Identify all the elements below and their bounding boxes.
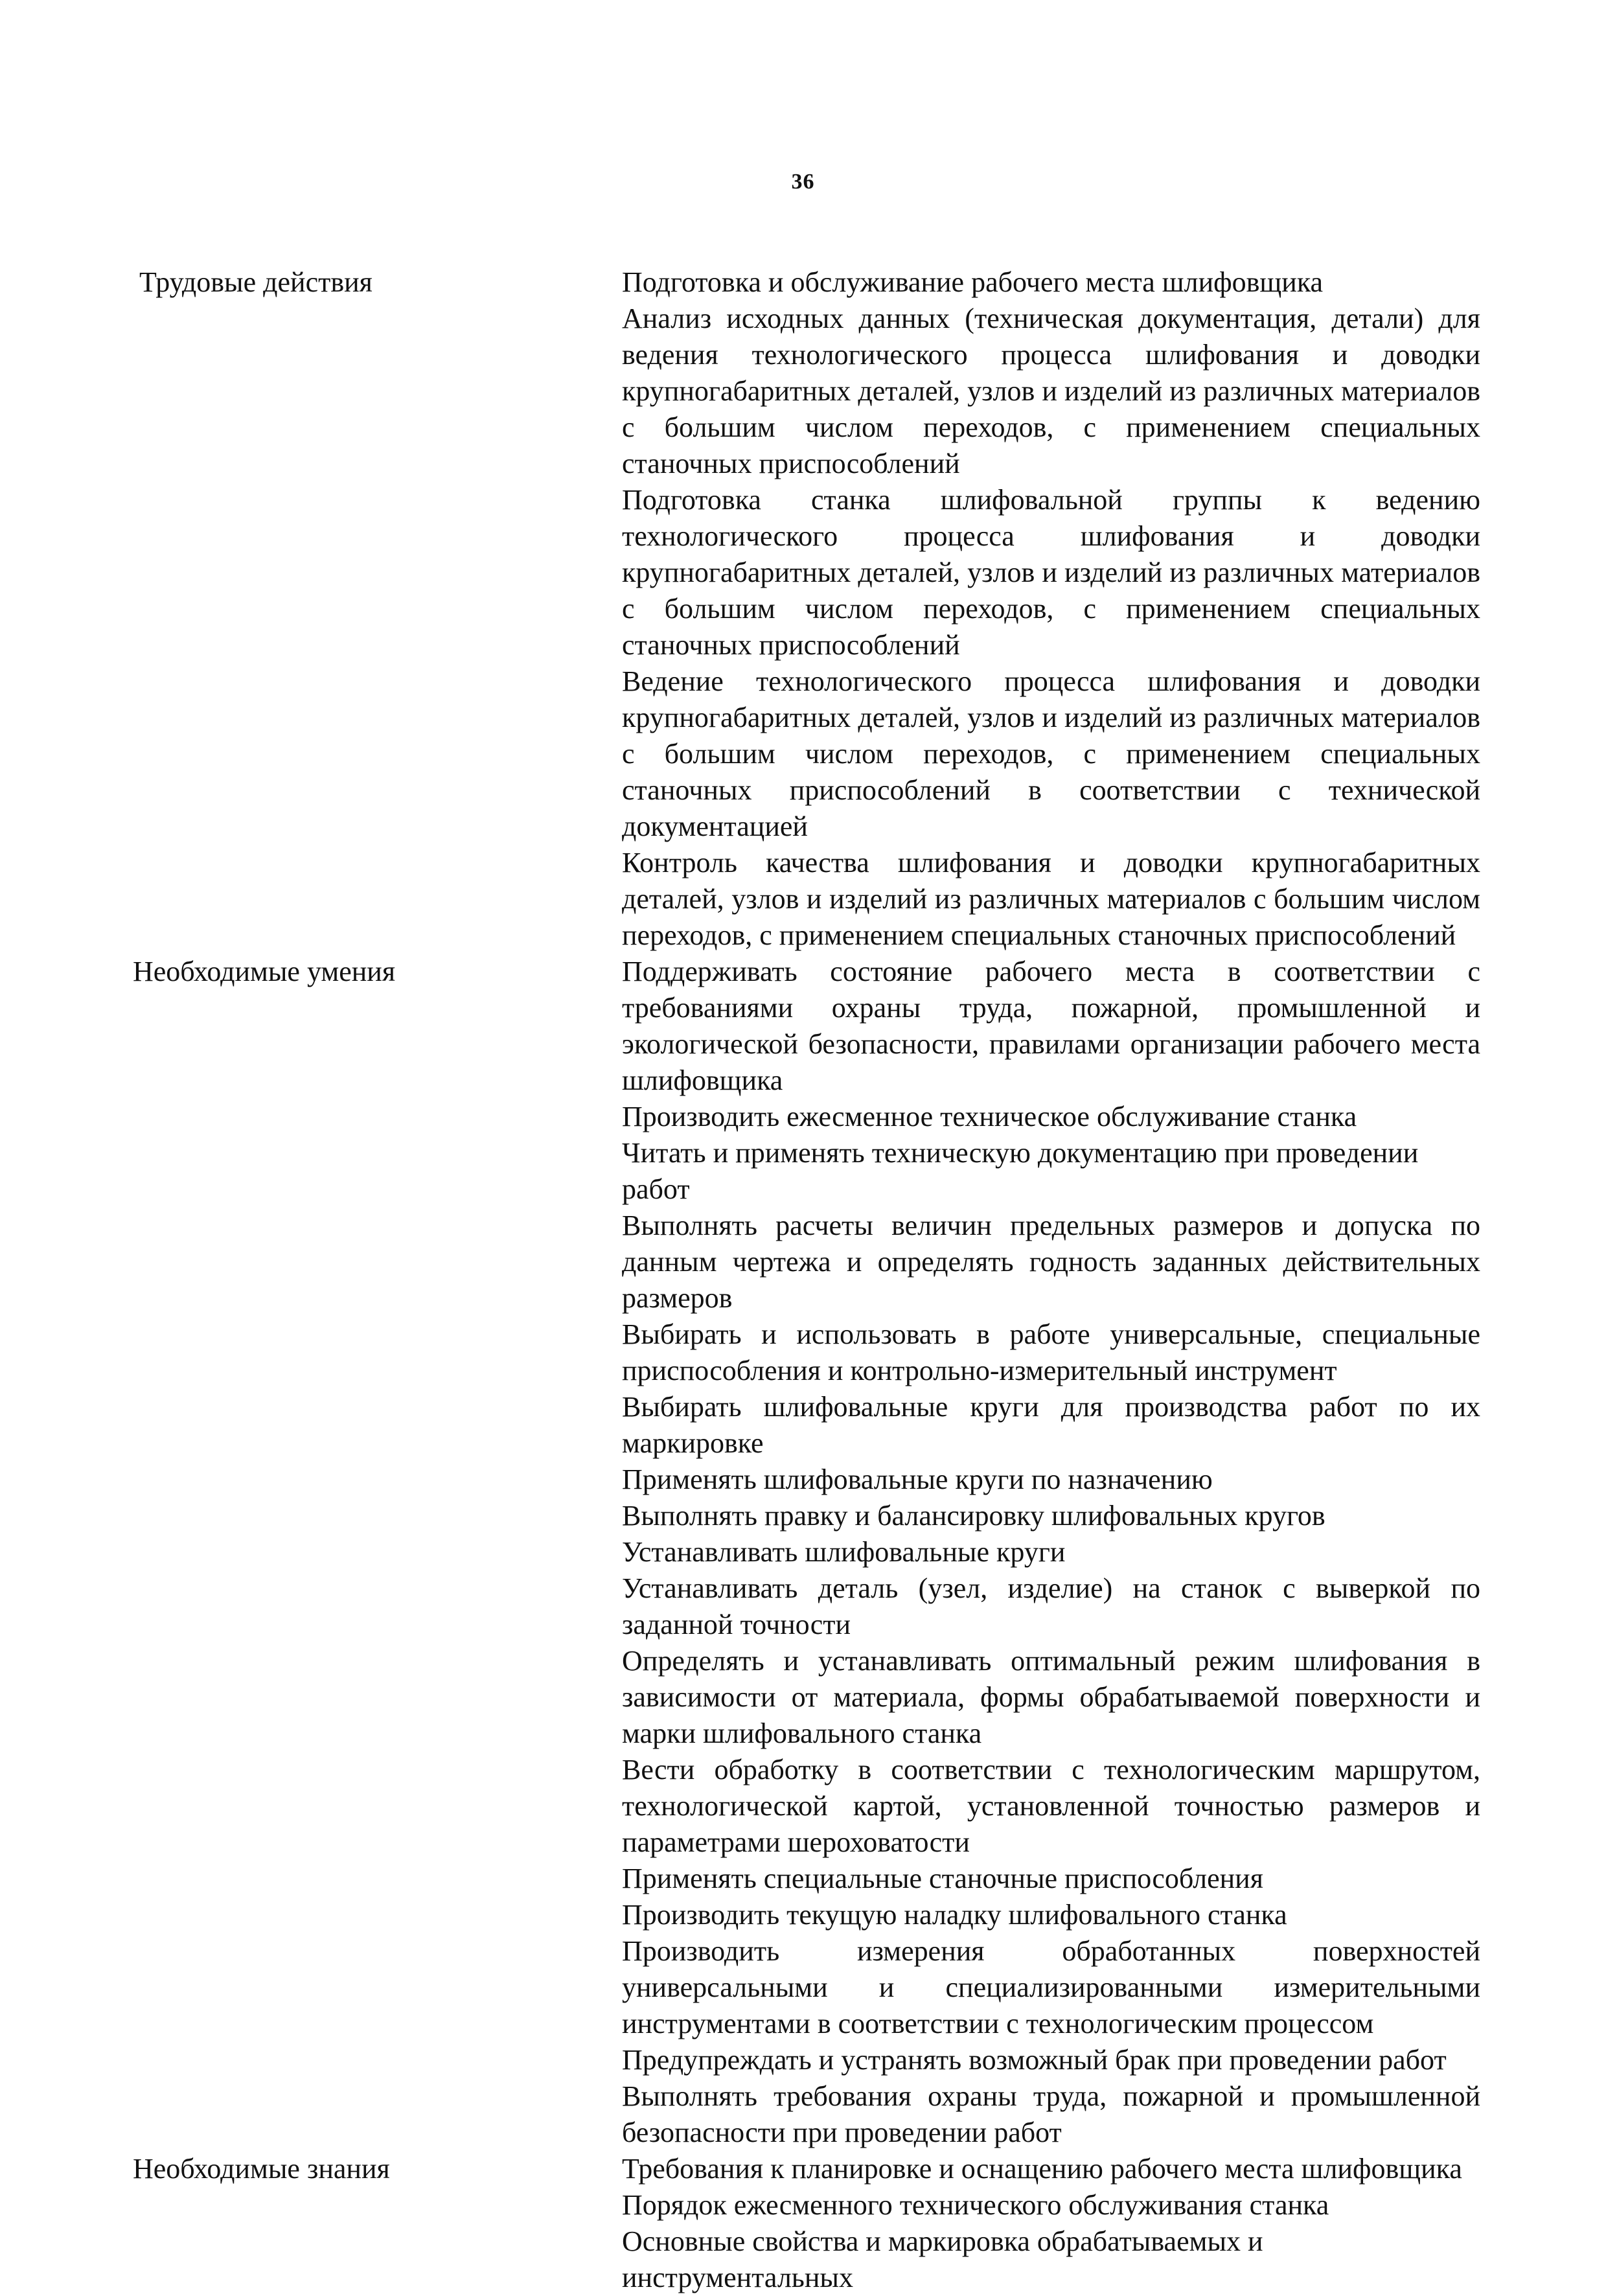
section-label: Необходимые знания [133, 2153, 390, 2185]
list-item: Производить измерения обработанных поверхностей универсальными и специализированными измерительными инструментами в соответствии с технологическим процессом [622, 1935, 1480, 2039]
list-item: Производить текущую наладку шлифовального станка [622, 1899, 1287, 1931]
section-items [622, 2151, 1480, 2296]
list-item: Выполнять требования охраны труда, пожарной и промышленной безопасности при проведении работ [622, 2080, 1480, 2148]
list-item: Порядок ежесменного технического обслуживания станка [622, 2189, 1329, 2221]
list-item: Контроль качества шлифования и доводки крупногабаритных деталей, узлов и изделий из различных материалов с большим числом переходов, с применением специальных станочных приспособлений [622, 847, 1480, 951]
list-item: Основные свойства и маркировка обрабатываемых и инструментальных [622, 2225, 1263, 2293]
list-item: Вести обработку в соответствии с технологическим маршрутом, технологической картой, установленной точностью размеров и параметрами шероховатости [622, 1754, 1480, 1858]
list-item: Выполнять правку и балансировку шлифовальных кругов [622, 1500, 1325, 1532]
list-item: Анализ исходных данных (техническая документация, детали) для ведения технологического процесса шлифования и доводки крупногабаритных деталей, узлов и изделий из различных материалов с большим числом переходов, с применением специальных станочных приспособлений [622, 303, 1480, 479]
section-labor-actions [133, 264, 1480, 954]
list-item: Устанавливать шлифовальные круги [622, 1536, 1066, 1568]
section-required-knowledge [133, 2151, 1480, 2296]
list-item: Применять шлифовальные круги по назначению [622, 1464, 1213, 1495]
list-item: Производить ежесменное техническое обслуживание станка [622, 1101, 1357, 1132]
page-number: 36 [791, 170, 815, 194]
list-item: Применять специальные станочные приспособления [622, 1863, 1263, 1894]
list-item: Ведение технологического процесса шлифования и доводки крупногабаритных деталей, узлов и изделий из различных материалов с большим числом переходов, с применением специальных станочных приспособлений в соответствии с технической документацией [622, 665, 1480, 842]
list-item: Подготовка и обслуживание рабочего места шлифовщика [622, 266, 1324, 298]
list-item: Читать и применять техническую документацию при проведении работ [622, 1137, 1419, 1205]
section-label: Трудовые действия [139, 266, 373, 298]
list-item: Поддерживать состояние рабочего места в соответствии с требованиями охраны труда, пожарной, промышленной и экологической безопасности, правилами организации рабочего места шлифовщика [622, 956, 1480, 1096]
section-label: Необходимые умения [133, 956, 396, 987]
section-required-skills [133, 954, 1480, 2151]
section-items [622, 954, 1480, 2151]
list-item: Выбирать и использовать в работе универсальные, специальные приспособления и контрольно-измерительный инструмент [622, 1318, 1480, 1386]
section-items [622, 264, 1480, 954]
list-item: Устанавливать деталь (узел, изделие) на станок с выверкой по заданной точности [622, 1572, 1480, 1640]
list-item: Требования к планировке и оснащению рабочего места шлифовщика [622, 2153, 1462, 2185]
list-item: Выбирать шлифовальные круги для производства работ по их маркировке [622, 1391, 1480, 1459]
document-table [133, 264, 1480, 2296]
list-item: Предупреждать и устранять возможный брак при проведении работ [622, 2044, 1447, 2076]
list-item: Выполнять расчеты величин предельных размеров и допуска по данным чертежа и определять годность заданных действительных размеров [622, 1210, 1480, 1314]
list-item: Подготовка станка шлифовальной группы к ведению технологического процесса шлифования и доводки крупногабаритных деталей, узлов и изделий из различных материалов с большим числом переходов, с применением специальных станочных приспособлений [622, 484, 1480, 661]
list-item: Определять и устанавливать оптимальный режим шлифования в зависимости от материала, формы обрабатываемой поверхности и марки шлифовального станка [622, 1645, 1480, 1749]
